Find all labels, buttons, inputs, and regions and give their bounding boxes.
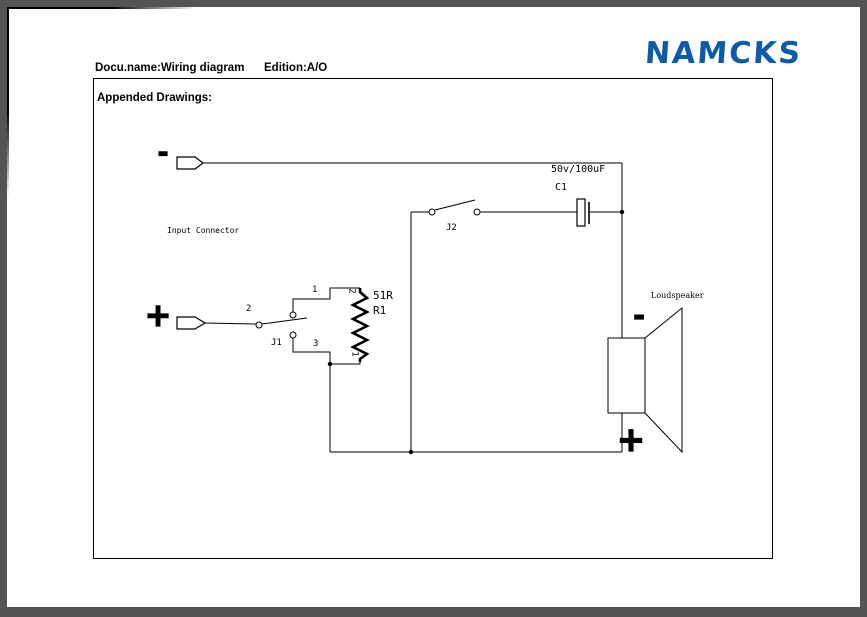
capacitor-c1-ref: C1 <box>555 182 568 193</box>
speaker-minus-sign: - <box>633 298 645 332</box>
r1-pin-bottom-label: 1 <box>349 351 360 357</box>
input-connector-label: Input Connector <box>167 226 240 235</box>
j1-pin3-label: 3 <box>313 339 319 349</box>
resistor-r1-ref: R1 <box>373 304 387 317</box>
switch-j2-lever <box>435 200 475 210</box>
loudspeaker-label: Loudspeaker <box>651 291 704 300</box>
capacitor-c1-value: 50v/100uF <box>551 164 606 175</box>
switch-j2-contact-right <box>474 209 480 215</box>
input-plus-sign: + <box>144 296 172 334</box>
r1-pin-top-label: 2 <box>346 288 357 294</box>
loudspeaker-driver <box>608 338 645 413</box>
section-title: Appended Drawings: <box>97 92 213 104</box>
resistor-r1-value: 51R <box>373 289 393 302</box>
wire-plus-to-j1 <box>205 323 256 324</box>
document-title: Docu.name:Wiring diagram <box>95 62 245 74</box>
switch-j1-contact-1 <box>290 312 296 318</box>
speaker-plus-sign: + <box>616 420 646 460</box>
capacitor-c1-plate-left <box>577 199 585 226</box>
input-connector-plus-arrow <box>177 317 205 329</box>
switch-j1-pole-contact <box>256 322 262 328</box>
input-connector-minus-arrow <box>177 157 203 169</box>
switch-j1-ref: J1 <box>271 338 282 348</box>
edition-label: Edition:A/O <box>264 62 328 74</box>
switch-j2-contact-left <box>429 209 435 215</box>
j1-pin1-label: 1 <box>312 285 318 295</box>
switch-j2-ref: J2 <box>446 223 457 233</box>
company-logo: NAMCKS <box>643 36 804 71</box>
switch-j1-lever <box>262 318 307 324</box>
input-minus-sign: - <box>157 138 169 168</box>
junction-dot-right <box>620 210 624 214</box>
junction-dot-left <box>328 362 332 366</box>
junction-dot-bottom <box>409 450 413 454</box>
j1-pin2-label: 2 <box>246 304 252 314</box>
switch-j1-contact-3 <box>290 332 296 338</box>
